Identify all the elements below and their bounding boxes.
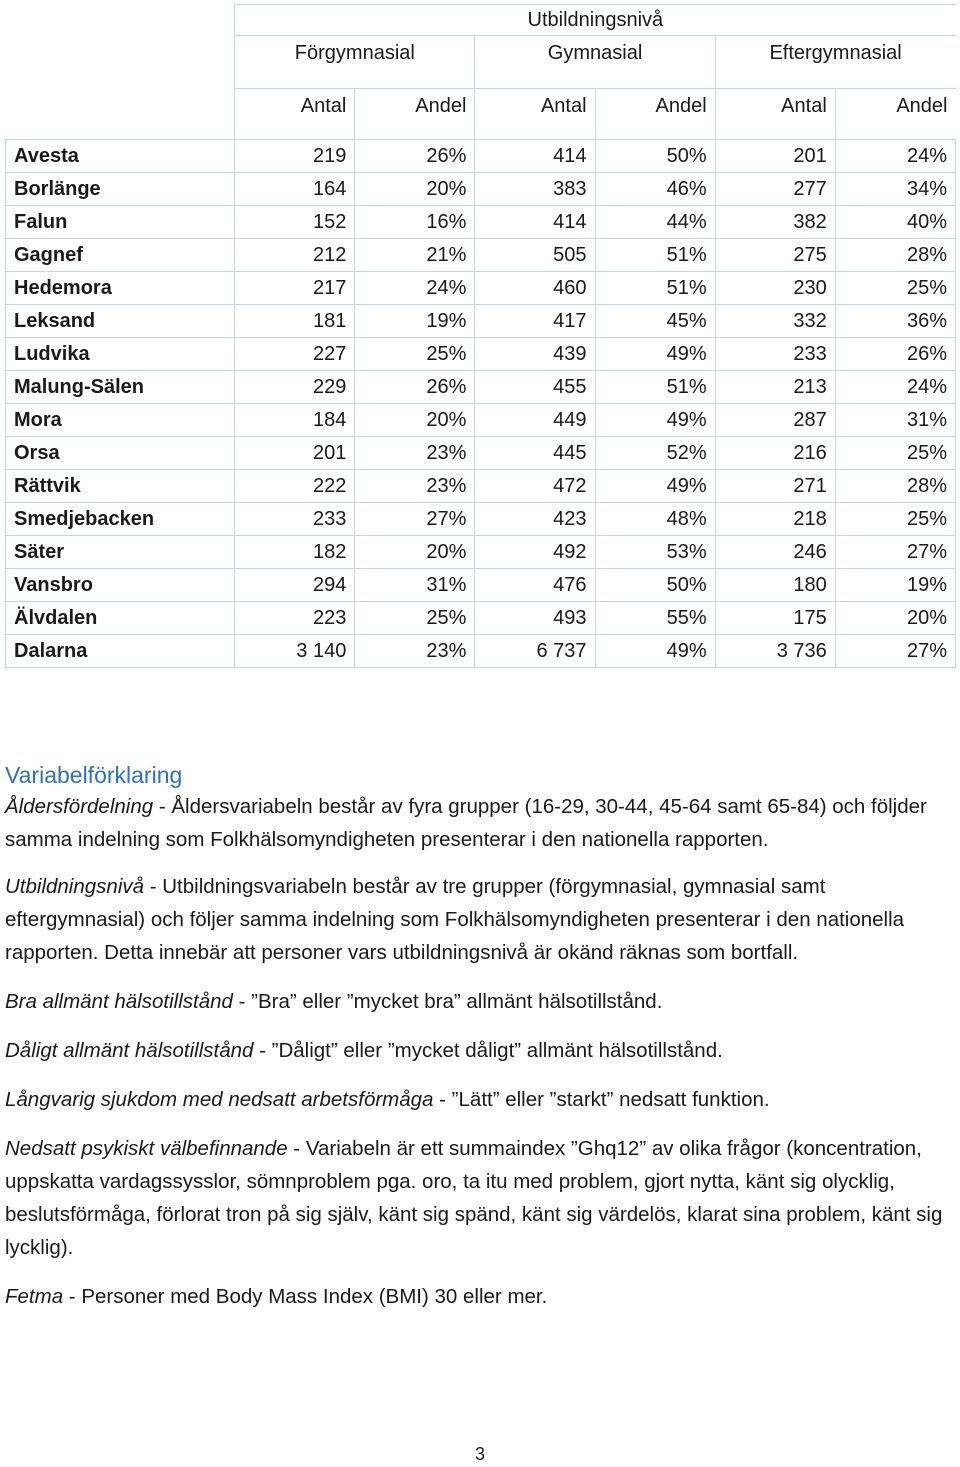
- table-cell: 294: [235, 569, 355, 602]
- table-cell: 49%: [595, 635, 715, 668]
- group-header: Förgymnasial: [235, 36, 475, 71]
- table-cell: 493: [475, 602, 595, 635]
- table-cell: 476: [475, 569, 595, 602]
- table-cell: 439: [475, 338, 595, 371]
- table-cell: 44%: [595, 206, 715, 239]
- table-row: [6, 602, 956, 635]
- row-name: Falun: [6, 206, 235, 239]
- explanation-text: - Åldersvariabeln består av fyra grupper (16-29, 30-44, 45-64 samt 65-84) och följder samma indelning som Folkhälsomyndigheten presenterar i den nationella rapporten.: [5, 795, 927, 851]
- table-cell: 25%: [355, 602, 475, 635]
- table-row: [6, 272, 956, 305]
- table-cell: 449: [475, 404, 595, 437]
- explanation-text: - Variabeln är ett summaindex ”Ghq12” av olika frågor (koncentration, uppskatta vardagssysslor, sömnproblem pga. oro, ta itu med problem, gjort nytta, känt sig olycklig, beslutsförmåga, förlorat tron på sig själv, känt sig spänd, känt sig värdelös, klarat sina problem, känt sig lycklig).: [5, 1137, 943, 1259]
- table-row: [6, 371, 956, 404]
- table-cell: 25%: [355, 338, 475, 371]
- table-cell: 49%: [595, 338, 715, 371]
- row-name: Borlänge: [6, 173, 235, 206]
- row-name: Avesta: [6, 140, 235, 173]
- table-row: [6, 635, 956, 668]
- explanation-text: - Utbildningsvariabeln består av tre grupper (förgymnasial, gymnasial samt eftergymnasial) och följer samma indelning som Folkhälsomyndigheten presenterar i den nationella rapporten. Detta innebär att personer vars utbildningsnivå är okänd räknas som bortfall.: [5, 875, 905, 964]
- table-cell: 50%: [595, 569, 715, 602]
- row-name: Säter: [6, 536, 235, 569]
- page-number: 3: [474, 1444, 485, 1464]
- table-cell: 24%: [355, 272, 475, 305]
- table-cell: 233: [235, 503, 355, 536]
- explanation-item: [5, 1083, 945, 1116]
- table-cell: 217: [235, 272, 355, 305]
- subheader-spacer: [715, 123, 835, 140]
- table-cell: 20%: [355, 404, 475, 437]
- explanation-item: [5, 985, 945, 1018]
- row-name: Smedjebacken: [6, 503, 235, 536]
- table-cell: 181: [235, 305, 355, 338]
- table-cell: 414: [475, 140, 595, 173]
- table-cell: 25%: [835, 437, 955, 470]
- row-name: Rättvik: [6, 470, 235, 503]
- table-cell: 28%: [835, 239, 955, 272]
- explanation-text: - ”Dåligt” eller ”mycket dåligt” allmänt hälsotillstånd.: [253, 1039, 723, 1062]
- subheader-spacer: [355, 123, 475, 140]
- table-cell: 24%: [835, 371, 955, 404]
- table-cell: 277: [715, 173, 835, 206]
- table-cell: 24%: [835, 140, 955, 173]
- table-cell: 34%: [835, 173, 955, 206]
- table-cell: 49%: [595, 404, 715, 437]
- subheader: Antal: [235, 89, 355, 124]
- explanation-item: [5, 870, 945, 969]
- table-cell: 27%: [355, 503, 475, 536]
- explanation-item: [5, 1132, 945, 1264]
- section-heading: Variabelförklaring: [5, 762, 183, 788]
- table-cell: 332: [715, 305, 835, 338]
- table-cell: 175: [715, 602, 835, 635]
- table-cell: 213: [715, 371, 835, 404]
- corner-cell: [6, 5, 235, 140]
- explanation-item: [5, 790, 945, 856]
- table-row: [6, 404, 956, 437]
- subheader: Antal: [475, 89, 595, 124]
- table-row: [6, 206, 956, 239]
- table-cell: 182: [235, 536, 355, 569]
- table-cell: 46%: [595, 173, 715, 206]
- table-cell: 27%: [835, 536, 955, 569]
- explanation-term: Åldersfördelning: [5, 795, 154, 818]
- subheader: Antal: [715, 89, 835, 124]
- table-cell: 275: [715, 239, 835, 272]
- table-cell: 23%: [355, 470, 475, 503]
- group-header: Eftergymnasial: [715, 36, 955, 71]
- table-cell: 23%: [355, 635, 475, 668]
- table-cell: 472: [475, 470, 595, 503]
- table-cell: 505: [475, 239, 595, 272]
- subheader: Andel: [355, 89, 475, 124]
- table-cell: 26%: [835, 338, 955, 371]
- table-cell: 51%: [595, 272, 715, 305]
- group-spacer: [475, 70, 715, 89]
- explanation-section: [5, 760, 945, 1329]
- row-name: Hedemora: [6, 272, 235, 305]
- table-cell: 49%: [595, 470, 715, 503]
- group-spacer: [235, 70, 475, 89]
- subheader-spacer: [835, 123, 955, 140]
- table-cell: 26%: [355, 140, 475, 173]
- table-cell: 50%: [595, 140, 715, 173]
- table-cell: 40%: [835, 206, 955, 239]
- table-row: [6, 503, 956, 536]
- table-cell: 382: [715, 206, 835, 239]
- education-table: [5, 4, 956, 668]
- table-cell: 414: [475, 206, 595, 239]
- table-cell: 27%: [835, 635, 955, 668]
- table-cell: 383: [475, 173, 595, 206]
- table-cell: 19%: [355, 305, 475, 338]
- table-cell: 152: [235, 206, 355, 239]
- table-cell: 45%: [595, 305, 715, 338]
- table-row: [6, 470, 956, 503]
- table-cell: 53%: [595, 536, 715, 569]
- table-cell: 25%: [835, 272, 955, 305]
- row-name: Malung-Sälen: [6, 371, 235, 404]
- subheader-spacer: [475, 123, 595, 140]
- table-cell: 20%: [355, 173, 475, 206]
- table-cell: 31%: [355, 569, 475, 602]
- table-cell: 25%: [835, 503, 955, 536]
- table-cell: 222: [235, 470, 355, 503]
- table-row: [6, 173, 956, 206]
- table-cell: 212: [235, 239, 355, 272]
- table-cell: 417: [475, 305, 595, 338]
- group-spacer: [715, 70, 955, 89]
- super-header: Utbildningsnivå: [235, 5, 956, 36]
- table-row: [6, 437, 956, 470]
- table-cell: 216: [715, 437, 835, 470]
- row-name: Leksand: [6, 305, 235, 338]
- row-name: Ludvika: [6, 338, 235, 371]
- table-cell: 48%: [595, 503, 715, 536]
- explanation-item: [5, 1280, 945, 1313]
- table-row: [6, 536, 956, 569]
- table-cell: 229: [235, 371, 355, 404]
- table-row: [6, 569, 956, 602]
- table-cell: 455: [475, 371, 595, 404]
- table-cell: 51%: [595, 371, 715, 404]
- table-cell: 3 736: [715, 635, 835, 668]
- table-cell: 21%: [355, 239, 475, 272]
- explanation-term: Fetma: [5, 1285, 64, 1308]
- table-cell: 164: [235, 173, 355, 206]
- table-cell: 287: [715, 404, 835, 437]
- explanation-item: [5, 1034, 945, 1067]
- table-cell: 16%: [355, 206, 475, 239]
- table-cell: 19%: [835, 569, 955, 602]
- table-cell: 218: [715, 503, 835, 536]
- table-cell: 445: [475, 437, 595, 470]
- table-cell: 227: [235, 338, 355, 371]
- group-header: Gymnasial: [475, 36, 715, 71]
- row-name: Älvdalen: [6, 602, 235, 635]
- table-cell: 201: [715, 140, 835, 173]
- row-name: Gagnef: [6, 239, 235, 272]
- table-cell: 26%: [355, 371, 475, 404]
- explanation-term: Utbildningsnivå: [5, 875, 145, 898]
- row-name: Dalarna: [6, 635, 235, 668]
- row-name: Orsa: [6, 437, 235, 470]
- table-cell: 184: [235, 404, 355, 437]
- explanation-term: Dåligt allmänt hälsotillstånd: [5, 1039, 254, 1062]
- subheader-spacer: [235, 123, 355, 140]
- table-cell: 23%: [355, 437, 475, 470]
- table-cell: 6 737: [475, 635, 595, 668]
- table-cell: 3 140: [235, 635, 355, 668]
- table-cell: 271: [715, 470, 835, 503]
- table-row: [6, 140, 956, 173]
- table-cell: 246: [715, 536, 835, 569]
- table-cell: 20%: [835, 602, 955, 635]
- subheader: Andel: [835, 89, 955, 124]
- table-cell: 20%: [355, 536, 475, 569]
- table-cell: 201: [235, 437, 355, 470]
- table-cell: 460: [475, 272, 595, 305]
- explanation-text: - ”Bra” eller ”mycket bra” allmänt hälsotillstånd.: [232, 990, 663, 1013]
- table-cell: 492: [475, 536, 595, 569]
- table-cell: 180: [715, 569, 835, 602]
- table-cell: 55%: [595, 602, 715, 635]
- subheader-spacer: [595, 123, 715, 140]
- table-cell: 52%: [595, 437, 715, 470]
- table-cell: 233: [715, 338, 835, 371]
- explanation-list: [5, 790, 945, 1313]
- row-name: Mora: [6, 404, 235, 437]
- explanation-term: Bra allmänt hälsotillstånd: [5, 990, 233, 1013]
- table-cell: 230: [715, 272, 835, 305]
- subheader: Andel: [595, 89, 715, 124]
- table-cell: 51%: [595, 239, 715, 272]
- explanation-term: Nedsatt psykiskt välbefinnande: [5, 1137, 288, 1160]
- explanation-text: - ”Lätt” eller ”starkt” nedsatt funktion.: [433, 1088, 770, 1111]
- row-name: Vansbro: [6, 569, 235, 602]
- table-row: [6, 239, 956, 272]
- table-cell: 223: [235, 602, 355, 635]
- table-row: [6, 338, 956, 371]
- table-cell: 423: [475, 503, 595, 536]
- table-cell: 219: [235, 140, 355, 173]
- table-cell: 36%: [835, 305, 955, 338]
- table-cell: 28%: [835, 470, 955, 503]
- explanation-text: - Personer med Body Mass Index (BMI) 30 eller mer.: [63, 1285, 548, 1308]
- explanation-term: Långvarig sjukdom med nedsatt arbetsförmåga: [5, 1088, 434, 1111]
- table-row: [6, 305, 956, 338]
- table-cell: 31%: [835, 404, 955, 437]
